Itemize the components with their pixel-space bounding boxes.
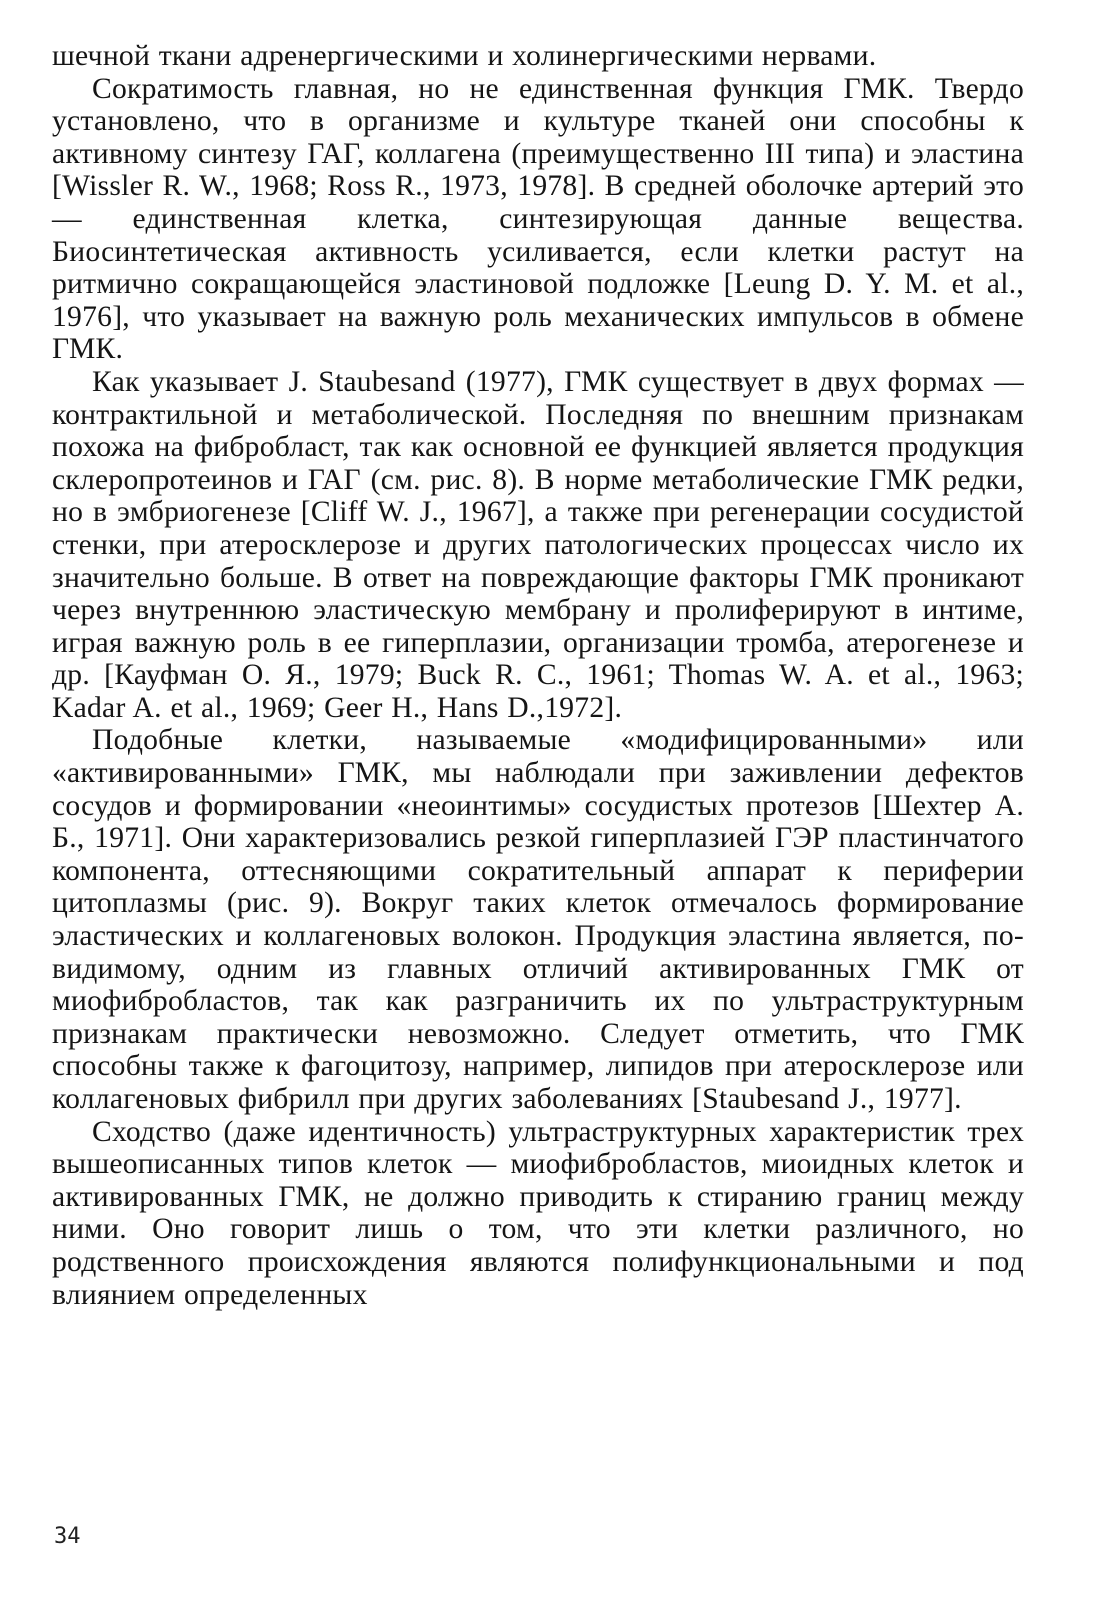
paragraph-staubesand-forms: Как указывает J. Staubesand (1977), ГМК существует в двух формах — контрактильной и метаболической. Последняя по внешним признакам похожа на фибробласт, так как основной ее функцией является продукция склеропротеинов и ГАГ (см. рис. 8). В норме метаболические ГМК редки, но в эмбриогенезе [Cliff W. J., 1967], а также при регенерации сосудистой стенки, при атеросклерозе и других патологических процессах число их значительно больше. В ответ на повреждающие факторы ГМК проникают через внутреннюю эластическую мембрану и пролиферируют в интиме, играя важную роль в ее гиперплазии, организации тромба, атерогенезе и др. [Кауфман О. Я., 1979; Buck R. C., 1961; Thomas W. A. et al., 1963; Kadar A. et al., 1969; Geer H., Hans D.,1972]. — [52, 365, 1024, 724]
document-page — [52, 40, 1024, 1580]
paragraph-similarity: Сходство (даже идентичность) ультраструктурных характеристик трех вышеописанных типов клеток — миофибробластов, миоидных клеток и активированных ГМК, не должно приводить к стиранию границ между ними. Оно говорит лишь о том, что эти клетки различного, но родственного происхождения являются полифункциональными и под влиянием определенных — [52, 1115, 1024, 1311]
page-number: 34 — [54, 1524, 81, 1549]
paragraph-contractility: Сократимость главная, но не единственная функция ГМК. Твердо установлено, что в организме и культуре тканей они способны к активному синтезу ГАГ, коллагена (преимущественно III типа) и эластина [Wissler R. W., 1968; Ross R., 1973, 1978]. В средней оболочке артерий это — единственная клетка, синтезирующая данные вещества. Биосинтетическая активность усиливается, если клетки растут на ритмично сокращающейся эластиновой подложке [Leung D. Y. M. et al., 1976], что указывает на важную роль механических импульсов в обмене ГМК. — [52, 72, 1024, 366]
paragraph-continuation: шечной ткани адренергическими и холинергическими нервами. — [52, 40, 877, 72]
body-text — [52, 40, 1024, 1311]
paragraph-modified-cells: Подобные клетки, называемые «модифицированными» или «активированными» ГМК, мы наблюдали при заживлении дефектов сосудов и формировании «неоинтимы» сосудистых протезов [Шехтер А. Б., 1971]. Они характеризовались резкой гиперплазией ГЭР пластинчатого компонента, оттесняющими сократительный аппарат к периферии цитоплазмы (рис. 9). Вокруг таких клеток отмечалось формирование эластических и коллагеновых волокон. Продукция эластина является, по-видимому, одним из главных отличий активированных ГМК от миофибробластов, так как разграничить их по ультраструктурным признакам практически невозможно. Следует отметить, что ГМК способны также к фагоцитозу, например, липидов при атеросклерозе или коллагеновых фибрилл при других заболеваниях [Staubesand J., 1977]. — [52, 724, 1024, 1115]
